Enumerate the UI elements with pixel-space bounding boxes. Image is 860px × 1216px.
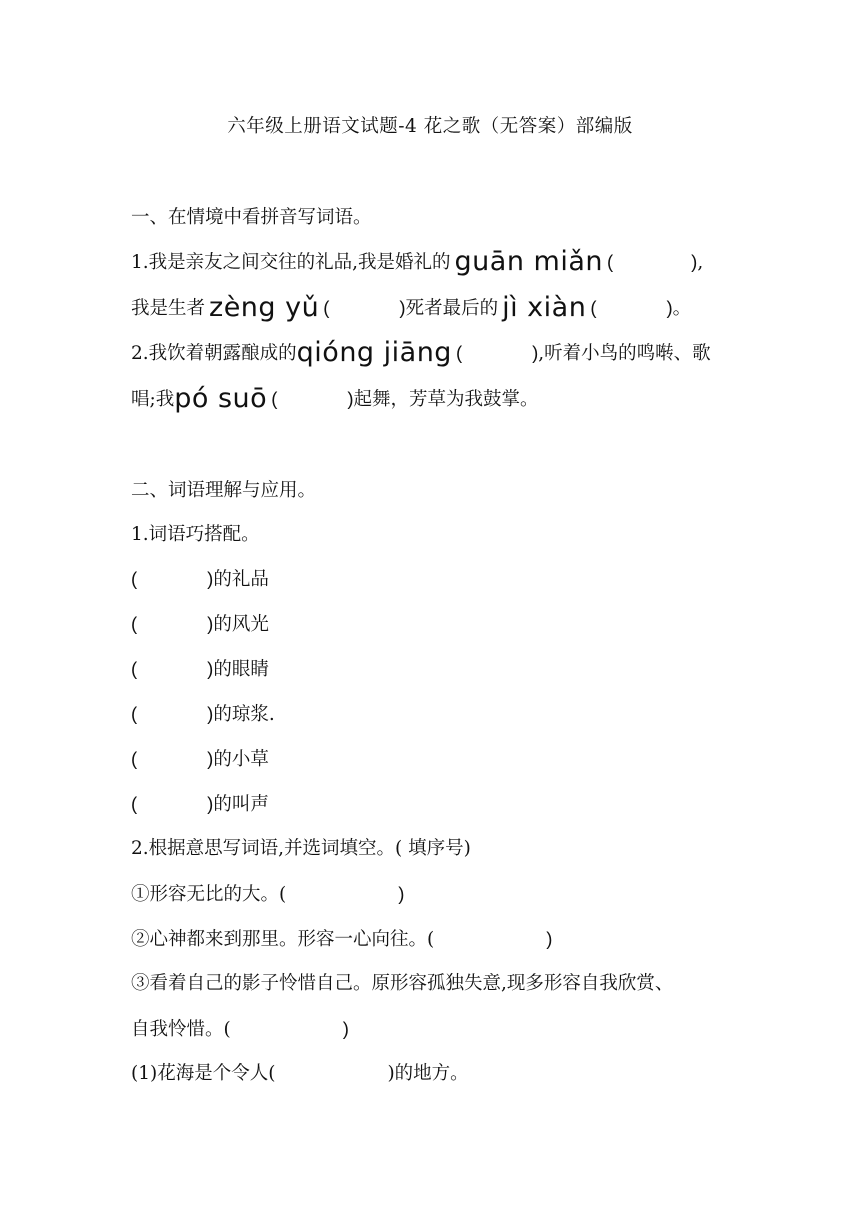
q1-line2: 我是生者 zèng yǔ ( )死者最后的 jì xiàn ( )。 [131,292,692,323]
pinyin-ji-xian: jì xiàn [502,292,587,323]
match-item: ( )的叫声 [131,793,269,815]
definition-2: ②心神都来到那里。形容一心向往。( ) [131,928,553,950]
match-item: ( )的眼睛 [131,658,269,680]
q2-line1: 2.我饮着朝露酿成的qióng jiāng ( ),听着小鸟的鸣啭、歌 [131,337,711,368]
q2-line2: 唱;我pó suō ( )起舞，芳草为我鼓掌。 [131,383,539,414]
page-title: 六年级上册语文试题-4 花之歌（无答案）部编版 [227,116,633,137]
section1-heading: 一、在情境中看拼音写词语。 [131,207,372,228]
definition-1: ①形容无比的大。( ) [131,883,405,905]
sub2-heading: 2.根据意思写词语,并选词填空。( 填序号) [131,838,471,859]
definition-3-line1: ③看着自己的影子怜惜自己。原形容孤独失意,现多形容自我欣赏、 [131,973,674,994]
match-item: ( )的琼浆. [131,703,275,725]
q1-text: 1.我是亲友之间交往的礼品,我是婚礼的 [131,252,451,273]
definition-3-line2: 自我怜惜。( ) [131,1018,349,1040]
fill-sentence-1: (1)花海是个令人( )的地方。 [131,1063,469,1084]
sub1-heading: 1.词语巧搭配。 [131,524,260,545]
match-item: ( )的小草 [131,748,269,770]
section2-heading: 二、词语理解与应用。 [131,480,317,501]
pinyin-po-suo: pó suō [174,383,268,414]
match-item: ( )的礼品 [131,568,269,590]
match-item: ( )的风光 [131,613,269,635]
pinyin-zeng-yu: zèng yǔ [209,292,320,323]
pinyin-guan-mian: guān miǎn [454,246,603,277]
pinyin-qiong-jiang: qióng jiāng [296,337,452,368]
q1-line1: 1.我是亲友之间交往的礼品,我是婚礼的 guān miǎn ( ), [131,246,704,277]
